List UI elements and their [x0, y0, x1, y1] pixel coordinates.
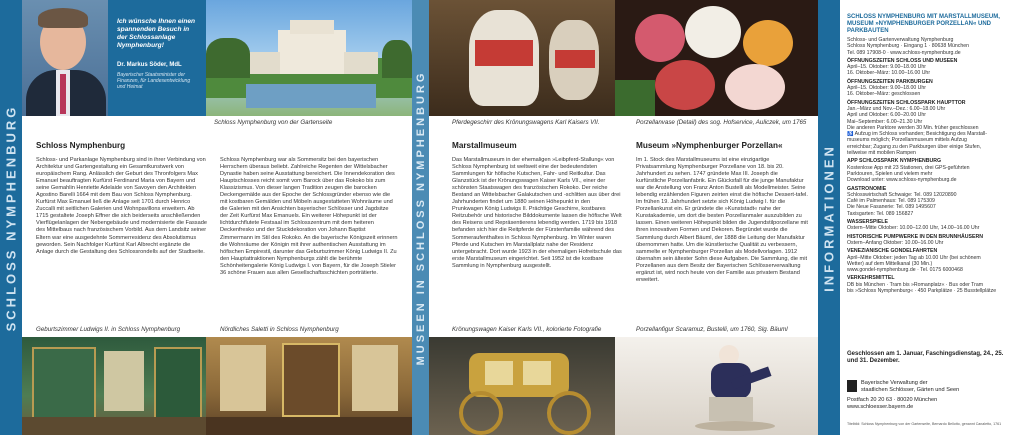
greeting-role: Bayerischer Staatsminister der Finanzen, für Landesentwicklung und Heimat: [117, 72, 191, 90]
info-address-3: Tel. 089 17908-0 · www.schloss-nymphenburg.de: [847, 49, 961, 56]
spine-right-title: INFORMATIONEN: [821, 143, 837, 292]
section-line: ♿ Aufzug im Schloss vorhanden; Besichtigung des Marstall-: [847, 131, 987, 138]
info-address-1: Schloss- und Gartenverwaltung Nymphenburg: [847, 37, 954, 43]
section-title: GASTRONOMIE: [847, 185, 887, 192]
col4-text: Im 1. Stock des Marstallmuseums ist eine einzigartige Privatsammlung Nymphenburger Porzellane von 18. bis 20. Jahrhundert zu sehen. 1747 gründete Max III. Joseph die kurfürstliche Porzellanfabrik. Ein Glücksfall für die junge Manufaktur war die Anstellung von Franz Anton Bustelli als Modellmeister. Seine lebendig erzählenden Figuren zeirten einst die höfische Dessert-tafel. Im frühen 19. Jahrhundert setzte sich König Ludwig I. für die Porzellankunst ein. Er gründete die »Kunststadt« nahe der Kunstakademie, um dort die besten Porzellanmaler auszubilden zu lassen. Einen weiteren Höhepunkt bilden die Jugendstilporzellane mit ihren innovativen Formen und Dekoren. Begründet wurde die Sammlung durch Albert Bäuml, der 1888 die Leitung der Manufaktur übernommen hatte. Um die künstlerische Qualität zu verbessern, sammelte er Nymphenburger Porzellan als Modellvorlagen. 1912 übernahm sein ältester Sohn diese Aufgaben. Die Sammlung, die mit Porzellanen aus dem Besitz der Bayerischen Schlösserverwaltung ergänzt ist, wird noch heute von der Familie aus privatem Bestand erweitert.: [636, 157, 808, 283]
section-title: ÖFFNUNGSZEITEN SCHLOSS UND MUSEEN: [847, 57, 958, 64]
section-line: Kostenlose App mit 23 Stationen, drei GPS-geführten: [847, 164, 970, 171]
caption-saletti: Nördliches Saletti in Schloss Nymphenburg: [220, 326, 339, 333]
section-title: VENEZIANISCHE GONDELFAHRTEN: [847, 248, 938, 255]
publisher-line-2: staatlichen Schlösser, Gärten und Seen: [861, 386, 960, 393]
section-line: April und Oktober: 6.00–20.00 Uhr: [847, 112, 927, 119]
caption-scaramuz: Porzellanfigur Scaramuz, Bustelli, um 1760, Slg. Bäuml: [636, 326, 788, 333]
section-line: April–15. Oktober: 9.00–18.00 Uhr: [847, 85, 927, 92]
cover-footnote: Titelbild: Schloss Nymphenburg von der Gartenseite, Bernardo Bellotto, genannt Canaletto, 1761: [847, 422, 1002, 426]
section-line: Jan.–März und Nov.–Dez.: 6.00–18.00 Uhr: [847, 105, 946, 112]
section-line: Schlosswirtschaft Schwaige: Tel. 089 12020890: [847, 191, 957, 198]
postal-address: [847, 397, 937, 411]
section-line: www.gondel-nymphenburg.de · Tel. 0175 6000468: [847, 267, 963, 274]
postal-line-1: Postfach 20 20 63 · 80020 München: [847, 397, 938, 403]
section-line: museums möglich; Porzellanmuseum mittels Aufzug: [847, 137, 967, 144]
publisher-name: [861, 380, 959, 393]
heading-marstallmuseum: Marstallmuseum: [452, 141, 517, 150]
website-link[interactable]: www.schloesser.bayern.de: [847, 403, 914, 410]
spine-right: [818, 0, 840, 435]
spine-left-title: SCHLOSS NYMPHENBURG: [3, 104, 19, 331]
col3-text: Das Marstallmuseum in der ehemaligen »Leibpferd-Stallung« von Schloss Nymphenburg ist weltweit eine der bedeutendsten Sammlungen für höfische Kutschen, Fahr- und Reitkultur. Das Glanzstück ist der Krönungswagen Kaiser Karls VII., einer der schönsten Staatswagen des französischen Rokoko. Der reiche Bestand an Wittelsbacher Galakutschen und -schlitten aus über drei Jahrhunderten findet um 1880 seinen Höhepunkt in den Prunkwagen König Ludwigs II. Prächtige Geschirre, kostbares Reitzubehör und historische Bilddokumente lassen die höfische Welt des Reisens und Repräsentierens lebendig werden. 1719 bis 1918 befanden sich hier die Reitpferde der Fürstenfamilie während des Sommeraufenthaltes in Schloss Nymphenburg. Im Winter waren Pferde und Kutschen im Marstallplatz nahe der Residenz untergebracht. Dort wurde 1923 in der ehemaligen Hofreitschule das erste Marstallmuseum eingerichtet. Seit 1952 ist die kostbare Sammlung in Nymphenburg ausgestellt.: [452, 157, 622, 269]
section-line: teilweise mit mobilen Rampen: [847, 150, 916, 157]
birth-room-photo: [22, 337, 206, 435]
section-title: ÖFFNUNGSZEITEN PARKBURGEN: [847, 78, 933, 85]
publisher-line-1: Bayerische Verwaltung der: [861, 380, 928, 386]
section-line: Mai–September: 6.00–21.30 Uhr: [847, 118, 923, 125]
greeting-name: Dr. Markus Söder, MdL: [117, 62, 182, 68]
section-line: Parktouren, Spielen und vielem mehr: [847, 170, 933, 177]
coronation-coach-photo: [429, 337, 615, 435]
section-line: Download unter: www.schloss-nymphenburg.de: [847, 177, 957, 184]
section-line: Die Neue Fasanerie: Tel. 089 1495607: [847, 204, 936, 211]
section-line: 16. Oktober–März: 10.00–16.00 Uhr: [847, 70, 931, 77]
caption-coronation-coach: Krönungswagen Kaiser Karls VII., kolorierte Fotografie: [452, 326, 602, 333]
publisher-logo-icon: [847, 380, 857, 392]
caption-horse-harness: Pferdegeschirr des Krönungswagens Karl Kaisers VII.: [452, 119, 600, 126]
section-line: Café im Palmenhaus: Tel. 089 175309: [847, 198, 935, 205]
section-line: Die anderen Parktore werden 30 Min. früher geschlossen: [847, 124, 979, 131]
section-title: WASSERSPIELE: [847, 219, 888, 226]
scaramuz-photo: [615, 337, 818, 435]
spine-middle: [412, 0, 429, 435]
section-line: Ostern–Anfang Oktober: 10.00–16.00 Uhr: [847, 239, 944, 246]
info-panel: [847, 14, 1019, 294]
greeting-text: Ich wünsche Ihnen einen spannenden Besuch in der Schlossanlage Nymphenburg!: [117, 18, 196, 49]
section-title: VERKEHRSMITTEL: [847, 275, 895, 282]
spine-left: [0, 0, 22, 435]
section-title: ÖFFNUNGSZEITEN SCHLOSSPARK HAUPTTOR: [847, 99, 966, 106]
greeting-panel: [108, 0, 206, 116]
section-line: DB bis München · Tram bis »Romanplatz« · Bus oder Tram: [847, 281, 984, 288]
caption-palace-garden: Schloss Nymphenburg von der Gartenseite: [214, 119, 333, 126]
caption-vase: Porzellanvase (Detail) des sog. Hofservice, Auliczek, um 1765: [636, 119, 807, 126]
section-line: Ostern–Mitte Oktober: 10.00–12.00 Uhr, 14.00–16.00 Uhr: [847, 225, 980, 232]
heading-schloss-nymphenburg: Schloss Nymphenburg: [36, 141, 126, 150]
section-line: bis »Schloss Nymphenburg« · 450 Parkplätze · 25 Busstellplätze: [847, 287, 997, 294]
section-line: April–Mitte Oktober: jeden Tag ab 10.00 Uhr (bei schönem: [847, 254, 981, 261]
vase-photo: [615, 0, 818, 116]
saletti-photo: [206, 337, 412, 435]
caption-ludwig-gallery: Geburtszimmer Ludwigs II. in Schloss Nymphenburg: [36, 326, 181, 333]
section-title: HISTORISCHE PUMPWERKE IN DEN BRUNNHÄUSERN: [847, 233, 983, 240]
section-line: Wetter) auf dem Mittelkanal (30 Min.): [847, 260, 933, 267]
col2-text: Schloss Nymphenburg war als Sommersitz bei den bayerischen Herrschern überaus beliebt. Zahlreiche Regenten der Wittelsbacher Dynastie haben seine Ausstattung bereichert. Die Innendekoration des Hauptschlosses reicht somit vom Barock über das Rokoko bis zum Klassizismus. Von dieser langen Tradition zeugen die barocken Deckengemälde aus der Epoche der Schlossgründer ebenso wie die mit kostbaren Gemälden und Möbeln ausgestatteten Wohnräume und die Galerien mit den Ansichten bayerischer Schlösser und Jagdsitze der Zeit Kurfürst Max Emanuels. Ein weiterer Höhepunkt ist der lichtdurchflutete Festsaal im Schlosszentrum mit dem heiteren Deckenfresko und der Stuckdekoration von Johann Baptist Zimmermann im Stil des Rokoko. An die bayerische Königszeit erinnern die Wohnräume der Königin mit ihrer authentischen Ausstattung im höfischen Empirestil, darunter das Geburtszimmer König Ludwigs II. Zu den Hauptattraktionen Nymphenburgs zählt die berühmte Schönheitengalerie König Ludwigs I. von Bayern, für die Joseph Stieler 36 schöne Frauen aus allen Gesellschaftsschichten porträtierte.: [220, 157, 398, 276]
heading-porzellan-museum: Museum »Nymphenburger Porzellan«: [636, 141, 783, 150]
palace-garden-photo: [206, 0, 412, 116]
spine-middle-title: MUSEEN IN SCHLOSS NYMPHENBURG: [414, 70, 427, 365]
section-title: APP SCHLOSSPARK NYMPHENBURG: [847, 158, 942, 165]
closed-days: Geschlossen am 1. Januar, Faschingsdienstag, 24., 25. und 31. Dezember.: [847, 351, 1004, 365]
col1-text: Schloss- und Parkanlage Nymphenburg sind in ihrer Verbindung von Architektur und Gartengestaltung ein Gesamtkunstwerk von europäischem Rang. Anlässlich der Geburt des Thronfolgers Max Emanuel beauftragten Kurfürst Ferdinand Maria von Bayern und seine Gemahlin Henriette Adelaide von Savoyen den Architekten Agostino Barelli 1664 mit dem Bau von Schloss Nymphenburg. Kurfürst Max Emanuel ließ die Anlage seit 1701 durch Henrico Zuccalli mit seitlichen Galerien und Wohnpavillons erweitern. Ab 1715 gestaltete Joseph Effner die sich beiderseits anschließenden Vierflügelanlagen der Nebengebäude und modernisierte die Fassade des Mittelbaus nach französischem Vorbild. Aus dem Landsitz seiner Eltern war eine ausgedehnte Sommerresidenz des Absolutismus geworden. Sein Nachfolger Kurfürst Karl Albrecht ergänzte die Anlage durch die Gestaltung des Schlossrondells auf der Stadtseite.: [36, 157, 207, 255]
section-line: Taxisgarten: Tel. 089 156827: [847, 210, 914, 217]
section-line: 16. Oktober–März: geschlossen: [847, 91, 921, 98]
info-address-2: Schloss Nymphenburg · Eingang 1 · 80638 München: [847, 43, 969, 50]
horse-harness-photo: [429, 0, 615, 116]
section-line: April–15. Oktober: 9.00–18.00 Uhr: [847, 64, 927, 71]
portrait-photo: [22, 0, 108, 116]
section-line: erreichbar; Zugang zu den Parkburgen über einige Stufen,: [847, 143, 982, 150]
info-title: SCHLOSS NYMPHENBURG MIT MARSTALLMUSEUM, MUSEUM »NYMPHENBURGER PORZELLAN« UND PARKBAUTEN: [847, 14, 1000, 34]
